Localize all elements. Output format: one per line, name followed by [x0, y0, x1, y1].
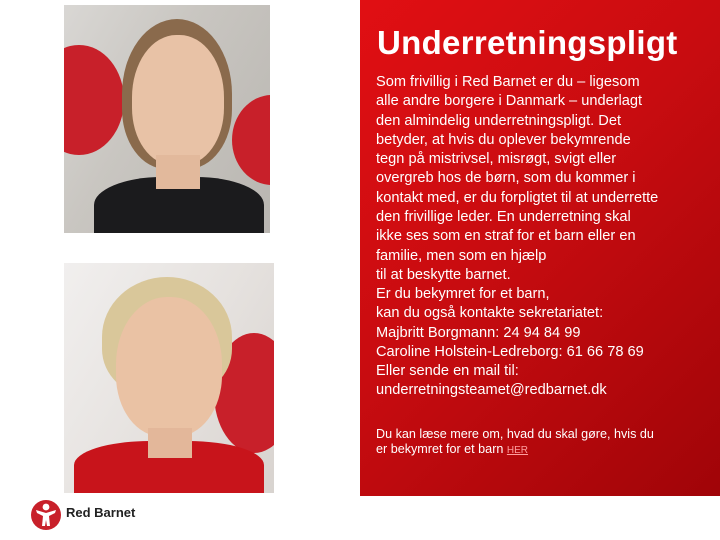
- paragraph-read-more: [376, 427, 712, 458]
- logo-text: Red Barnet: [66, 505, 136, 520]
- text-line: Du kan læse mere om, hvad du skal gøre, hvis du: [376, 427, 654, 441]
- text-line: familie, men som en hjælp: [376, 247, 547, 264]
- text-line: betyder, at hvis du oplever bekymrende: [376, 131, 631, 148]
- read-more-link[interactable]: HER: [506, 444, 529, 456]
- text-line: ikke ses som en straf for et barn eller en: [376, 228, 636, 245]
- red-barnet-logo: [30, 498, 160, 532]
- text-line: til at beskytte barnet.: [376, 266, 511, 283]
- contact-phone-2: Caroline Holstein-Ledreborg: 61 66 78 69: [376, 343, 644, 360]
- info-panel: [360, 0, 720, 496]
- text-line: den almindelig underretningspligt. Det: [376, 112, 622, 129]
- text-line: Eller sende en mail til:: [376, 363, 519, 380]
- child-figure-icon: [30, 498, 62, 532]
- text-line: kontakt med, er du forpligtet til at underrette: [376, 189, 659, 206]
- text-line: overgreb hos de børn, som du kommer i: [376, 170, 636, 187]
- text-line: Er du bekymret for et barn,: [376, 286, 550, 302]
- paragraph-obligation: [376, 73, 712, 285]
- contact-phone-1: Majbritt Borgmann: 24 94 84 99: [376, 324, 581, 341]
- text-line-content: er bekymret for et barn: [376, 441, 504, 456]
- text-line: Som frivillig i Red Barnet er du – ligesom: [376, 74, 640, 90]
- photo-volunteer-2: [64, 263, 274, 493]
- text-line: kan du også kontakte sekretariatet:: [376, 305, 604, 322]
- slide-title: Underretningspligt: [377, 24, 678, 61]
- text-line: den frivillige leder. En underretning skal: [376, 209, 631, 226]
- text-line: tegn på mistrivsel, misrøgt, svigt eller: [376, 151, 617, 168]
- text-line: alle andre borgere i Danmark – underlagt: [376, 93, 643, 110]
- paragraph-contact: [376, 285, 712, 401]
- contact-email[interactable]: underretningsteamet@redbarnet.dk: [376, 382, 607, 399]
- photo-volunteer-1: [64, 5, 270, 233]
- text-line: [376, 442, 712, 459]
